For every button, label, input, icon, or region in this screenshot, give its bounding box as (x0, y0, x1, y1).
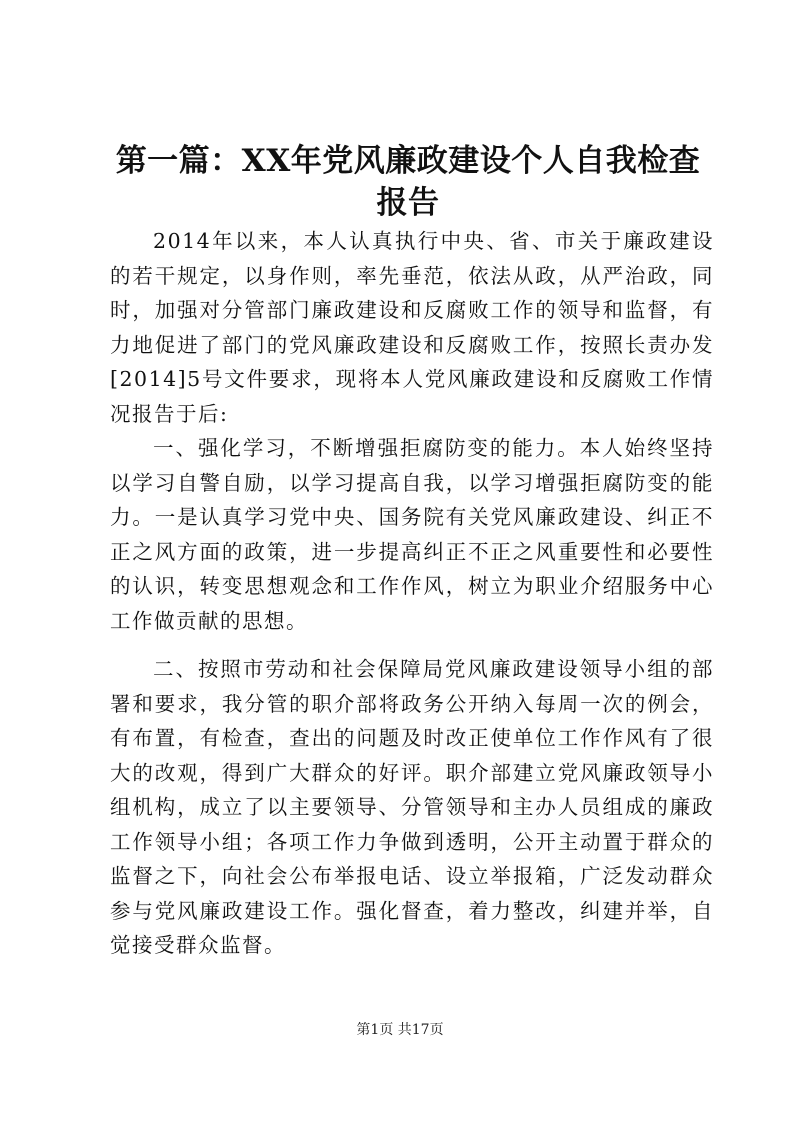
page-footer: 第1页 共17页 (356, 1022, 444, 1038)
document-body (110, 224, 714, 963)
paragraph-intro: 2014年以来，本人认真执行中央、省、市关于廉政建设的若干规定，以身作则，率先垂范，依法从政，从严治政，同时，加强对分管部门廉政建设和反腐败工作的领导和监督，有力地促进了部门的党风廉政建设和反腐败工作，按照长责办发[2014]5号文件要求，现将本人党风廉政建设和反腐败工作情况报告于后: (110, 229, 714, 426)
document-title: 第一篇：XX年党风廉政建设个人自我检查报告 (115, 143, 701, 221)
paragraph-section-one: 一、强化学习，不断增强拒腐防变的能力。本人始终坚持以学习自警自励，以学习提高自我，以学习增强拒腐防变的能力。一是认真学习党中央、国务院有关党风廉政建设、纠正不正之风方面的政策，进一步提高纠正不正之风重要性和必要性的认识，转变思想观念和工作作风，树立为职业介绍服务中心工作做贡献的思想。 (110, 436, 714, 633)
paragraph-section-two: 二、按照市劳动和社会保障局党风廉政建设领导小组的部署和要求，我分管的职介部将政务公开纳入每周一次的例会，有布置，有检查，查出的问题及时改正使单位工作作风有了很大的改观，得到广大群众的好评。职介部建立党风廉政领导小组机构，成立了以主要领导、分管领导和主办人员组成的廉政工作领导小组；各项工作力争做到透明，公开主动置于群众的监督之下，向社会公布举报电话、设立举报箱，广泛发动群众参与党风廉政建设工作。强化督查，着力整改，纠建并举，自觉接受群众监督。 (110, 657, 714, 957)
